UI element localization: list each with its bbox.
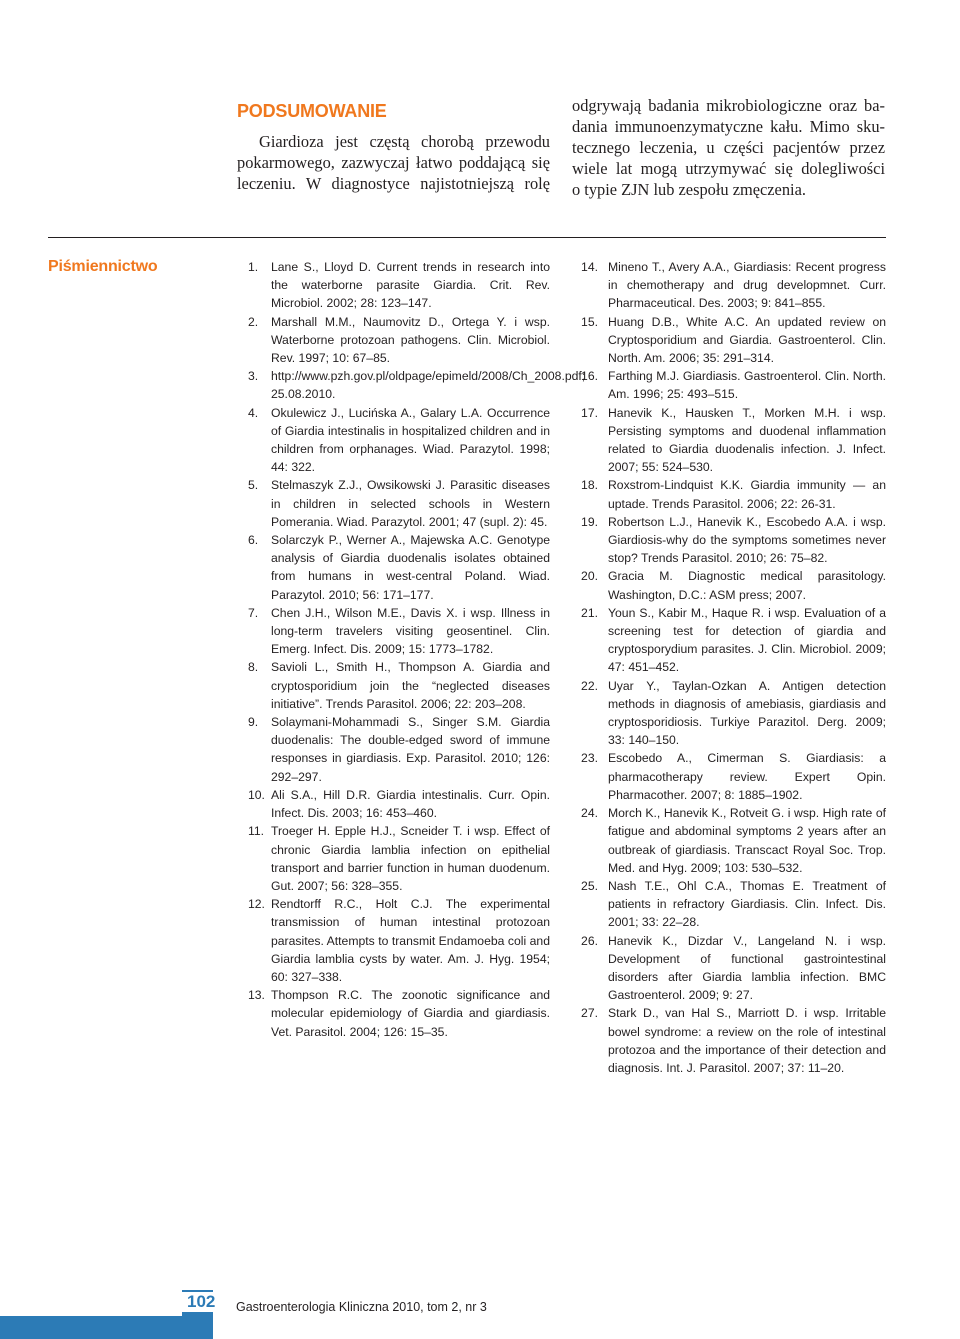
reference-text: Chen J.H., Wilson M.E., Davis X. i wsp. Illness in long-term travelers visiting geosentinel. Clin. Emerg. Infect. Dis. 2009; 15: 1773–1782. [271, 605, 550, 657]
reference-item [248, 531, 550, 604]
reference-number: 21. [581, 605, 598, 620]
reference-item [248, 786, 550, 822]
reference-number: 5. [248, 478, 259, 493]
summary-line: dania immunoenzymatyczne kału. Mimo sku- [572, 117, 885, 136]
reference-text: Youn S., Kabir M., Haque R. i wsp. Evaluation of a screening test for detection of giardia and cryptosporydium parasites. J. Clin. Microbiol. 2009; 47: 451–452. [608, 605, 886, 675]
reference-number: 16. [581, 369, 598, 384]
summary-line: Giardioza jest częstą chorobą przewodu [259, 132, 550, 151]
reference-item [248, 313, 550, 368]
reference-item [580, 1004, 886, 1077]
summary-line: pokarmowego, zazwyczaj łatwo poddającą się [237, 153, 550, 172]
reference-text: Hanevik K., Dizdar V., Langeland N. i wsp. Development of functional gastrointestinal disorders after Giardia lamblia infection. BMC Gastroenterol. 2009; 9: 27. [608, 933, 886, 1003]
reference-number: 25. [581, 878, 598, 893]
reference-number: 8. [248, 660, 259, 675]
summary-line: o typie ZJN lub zespołu zmęczenia. [572, 180, 806, 199]
reference-item [248, 258, 550, 313]
references-list-left [248, 258, 586, 1041]
reference-number: 20. [581, 569, 598, 584]
reference-number: 10. [248, 787, 265, 802]
reference-text: Solaymani-Mohammadi S., Singer S.M. Giardia duodenalis: The double-edged sword of immune responses in giardiasis. Exp. Parasitol. 2010; 126: 292–297. [271, 715, 550, 784]
reference-text: Nash T.E., Ohl C.A., Thomas E. Treatment of patients in refractory Giardiasis. Clin. Infect. Dis. 2001; 33: 22–28. [608, 878, 886, 930]
reference-item [580, 367, 886, 403]
reference-number: 26. [581, 933, 598, 948]
reference-text: Huang D.B., White A.C. An updated review on Cryptosporidium and Giardia. Gastroenterol. Clin. North. Am. 2006; 35: 291–314. [608, 314, 886, 366]
reference-text: Rendtorff R.C., Holt C.J. The experimental transmission of human intestinal protozoan parasites. Attempts to transmit Endamoeba coli and Giardia lamblia cysts by water. Am. J. Hyg. 1954; 60: 327–338. [271, 897, 550, 984]
reference-item [248, 367, 586, 403]
summary-line: odgrywają badania mikrobiologiczne oraz ba- [572, 96, 885, 115]
reference-text: Hanevik K., Hausken T., Morken M.H. i wsp. Persisting symptoms and duodenal inflammation related to Giardia duodenalis infection. J. Infect. 2007; 55: 524–530. [608, 405, 886, 475]
reference-number: 2. [248, 314, 259, 329]
reference-item [580, 877, 886, 932]
reference-number: 13. [248, 988, 265, 1003]
reference-item [248, 713, 550, 786]
summary-text-left [237, 131, 550, 194]
reference-item [248, 895, 550, 986]
reference-text: Thompson R.C. The zoonotic significance and molecular epidemiology of Giardia and giardiasis. Vet. Parasitol. 2004; 126: 15–35. [271, 988, 550, 1039]
page-number: 102 [181, 1292, 219, 1312]
reference-item [580, 258, 886, 313]
reference-item [580, 476, 886, 512]
reference-number: 11. [248, 824, 265, 839]
reference-number: 12. [248, 897, 265, 912]
journal-citation: Gastroenterologia Kliniczna 2010, tom 2, nr 3 [236, 1300, 487, 1314]
reference-number: 23. [581, 751, 598, 766]
reference-item [580, 567, 886, 603]
reference-number: 15. [581, 314, 598, 329]
reference-text: Ali S.A., Hill D.R. Giardia intestinalis. Curr. Opin. Infect. Dis. 2003; 16: 453–460. [271, 787, 550, 821]
reference-text: Marshall M.M., Naumovitz D., Ortega Y. i wsp. Waterborne protozoan pathogens. Clin. Microbiol. Rev. 1997; 10: 67–85. [271, 314, 550, 366]
reference-number: 4. [248, 405, 259, 420]
reference-number: 27. [581, 1006, 598, 1021]
reference-text: Farthing M.J. Giardiasis. Gastroenterol. Clin. North. Am. 1996; 25: 493–515. [608, 369, 886, 402]
reference-number: 18. [581, 478, 598, 493]
reference-item [248, 658, 550, 713]
references-list-right [580, 258, 886, 1077]
references-heading: Piśmiennictwo [48, 258, 158, 275]
summary-text-right [572, 95, 885, 200]
reference-item [580, 932, 886, 1005]
section-divider [48, 237, 886, 238]
reference-text: Uyar Y., Taylan-Ozkan A. Antigen detection methods in diagnosis of amebiasis, giardiasis and cryptosporidiosis. Turkiye Parazitol. Derg. 2009; 33: 140–150. [608, 678, 886, 748]
reference-text: Gracia M. Diagnostic medical parasitology. Washington, D.C.: ASM press; 2007. [608, 569, 886, 602]
reference-text: Solarczyk P., Werner A., Majewska A.C. Genotype analysis of Giardia duodenalis isolates obtained from humans in west-central Poland. Wiad. Parazytol. 2010; 56: 171–177. [271, 533, 550, 602]
reference-item [580, 677, 886, 750]
reference-item [580, 513, 886, 568]
reference-item [248, 404, 550, 477]
reference-text: http://www.pzh.gov.pl/oldpage/epimeld/2008/Ch_2008.pdf; 25.08.2010. [271, 369, 586, 402]
reference-text: Savioli L., Smith H., Thompson A. Giardia and cryptosporidium join the “neglected diseases initiative”. Trends Parasitol. 2006; 22: 203–208. [271, 660, 550, 711]
reference-text: Morch K., Hanevik K., Rotveit G. i wsp. High rate of fatigue and abdominal symptoms 2 years after an outbreak of giardiasis. Transcact Royal Soc. Trop. Med. and Hyg. 2009; 103: 530–532. [608, 806, 886, 875]
reference-item [248, 476, 550, 531]
summary-line: wiele lat mogą utrzymywać się dolegliwości [572, 159, 885, 178]
summary-line: leczeniu. W diagnostyce najistotniejszą rolę [237, 174, 550, 193]
reference-item [580, 604, 886, 677]
reference-number: 3. [248, 369, 259, 384]
reference-text: Escobedo A., Cimerman S. Giardiasis: a pharmacotherapy review. Expert Opin. Pharmacother. 2007; 8: 1885–1902. [608, 751, 886, 802]
reference-number: 6. [248, 533, 259, 548]
reference-text: Roxstrom-Lindquist K.K. Giardia immunity — an uptade. Trends Parasitol. 2006; 22: 26-31. [608, 478, 886, 511]
reference-number: 24. [581, 806, 598, 821]
reference-item [248, 822, 550, 895]
summary-heading: PODSUMOWANIE [237, 101, 387, 121]
reference-number: 7. [248, 605, 259, 620]
reference-number: 9. [248, 715, 259, 730]
reference-text: Stelmaszyk Z.J., Owsikowski J. Parasitic diseases in children in selected schools in Western Pomerania. Wiad. Parazytol. 2001; 47 (supl. 2): 45. [271, 478, 550, 529]
reference-number: 22. [581, 678, 598, 693]
reference-number: 1. [248, 260, 259, 274]
reference-text: Lane S., Lloyd D. Current trends in research into the waterborne parasite Giardia. Crit. Rev. Microbiol. 2002; 28: 123–147. [271, 260, 550, 311]
reference-text: Okulewicz J., Lucińska A., Galary L.A. Occurrence of Giardia intestinalis in hospitalized children and in children from orphanages. Wiad. Parazytol. 1998; 44: 322. [271, 405, 550, 475]
reference-item [580, 404, 886, 477]
reference-item [580, 313, 886, 368]
reference-item [248, 986, 550, 1041]
summary-line: tecznego leczenia, u części pacjentów przez [572, 138, 885, 157]
reference-item [580, 749, 886, 804]
reference-text: Robertson L.J., Hanevik K., Escobedo A.A. i wsp. Giardiosis-why do the symptoms sometimes never stop? Trends Parasitol. 2010; 26: 75–82. [608, 514, 886, 566]
reference-number: 14. [581, 260, 598, 274]
reference-item [248, 604, 550, 659]
reference-text: Mineno T., Avery A.A., Giardiasis: Recent progress in chemotherapy and drug developmnet. Curr. Pharmaceutical. Des. 2003; 9: 841–855. [608, 260, 886, 311]
reference-number: 17. [581, 405, 598, 420]
reference-item [580, 804, 886, 877]
reference-number: 19. [581, 514, 598, 529]
reference-text: Stark D., van Hal S., Marriott D. i wsp. Irritable bowel syndrome: a review on the role of intestinal protozoa and the importance of their detection and diagnosis. Int. J. Parasitol. 2007; 37: 11–20. [608, 1006, 886, 1075]
reference-text: Troeger H. Epple H.J., Scneider T. i wsp. Effect of chronic Giardia lamblia infection on epithelial transport and barrier function in human duodenum. Gut. 2007; 56: 328–355. [271, 824, 550, 893]
